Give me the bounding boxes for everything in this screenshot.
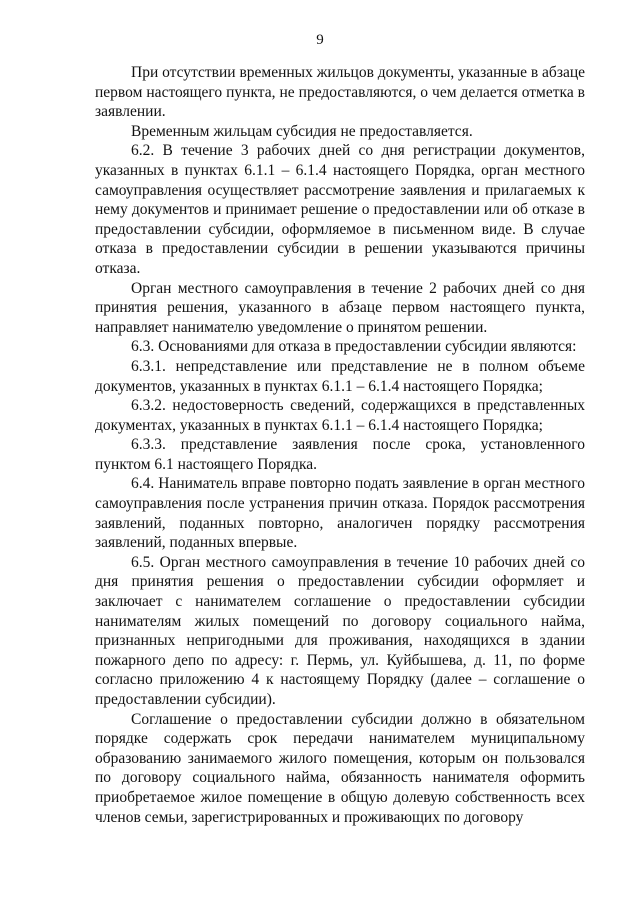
paragraph-notification: Орган местного самоуправления в течение 2 рабочих дней со дня принятия решения, указанного в абзаце первом настоящего пункта, направляет нанимателю уведомление о принятом решении. xyxy=(95,279,585,336)
page-number: 9 xyxy=(316,32,324,48)
paragraph-temporary-residents-documents: При отсутствии временных жильцов документы, указанные в абзаце первом настоящего пункта, не предоставляются, о чем делается отметка в заявлении. xyxy=(95,64,585,121)
paragraph-temporary-residents-no-subsidy: Временным жильцам субсидия не предоставляется. xyxy=(131,122,473,140)
paragraph-6-3-3: 6.3.3. представление заявления после срока, установленного пунктом 6.1 настоящего Порядка. xyxy=(95,436,585,473)
paragraph-6-3: 6.3. Основаниями для отказа в предоставлении субсидии являются: xyxy=(131,338,577,356)
paragraph-6-3-1: 6.3.1. непредставление или представление не в полном объеме документов, указанных в пунктах 6.1.1 – 6.1.4 настоящего Порядка; xyxy=(95,357,585,395)
paragraph-6-3-2: 6.3.2. недостоверность сведений, содержащихся в представленных документах, указанных в пунктах 6.1.1 – 6.1.4 настоящего Порядка; xyxy=(95,397,585,434)
paragraph-6-4: 6.4. Наниматель вправе повторно подать заявление в орган местного самоуправления после устранения причин отказа. Порядок рассмотрения заявлений, поданных повторно, аналогичен порядку рассмотрения заявлений, поданных впервые. xyxy=(95,475,585,552)
paragraph-6-5: 6.5. Орган местного самоуправления в течение 10 рабочих дней со дня принятия решения о предоставлении субсидии оформляет и заключает с нанимателем соглашение о предоставлении субсидии нанимателям жилых помещений по договору социального найма, признанных непригодными для проживания, находящихся в здании пожарного депо по адресу: г. Пермь, ул. Куйбышева, д. 11, по форме согласно приложению 4 к настоящему Порядку (далее – соглашение о предоставлении субсидии). xyxy=(95,553,585,708)
document-body xyxy=(95,63,585,827)
paragraph-6-2: 6.2. В течение 3 рабочих дней со дня регистрации документов, указанных в пунктах 6.1.1 – 6.1.4 настоящего Порядка, орган местного самоуправления осуществляет рассмотрение заявления и прилагаемых к нему документов и принимает решение о предоставлении или об отказе в предоставлении субсидии, оформляемое в письменном виде. В случае отказа в предоставлении субсидии в решении указываются причины отказа. xyxy=(95,142,585,277)
paragraph-agreement-terms: Соглашение о предоставлении субсидии должно в обязательном порядке содержать срок передачи нанимателем муниципальному образованию занимаемого жилого помещения, которым он пользовался по договору социального найма, обязанность нанимателя оформить приобретаемое жилое помещение в общую долевую собственность всех членов семьи, зарегистрированных и проживающих по договору xyxy=(95,710,585,826)
